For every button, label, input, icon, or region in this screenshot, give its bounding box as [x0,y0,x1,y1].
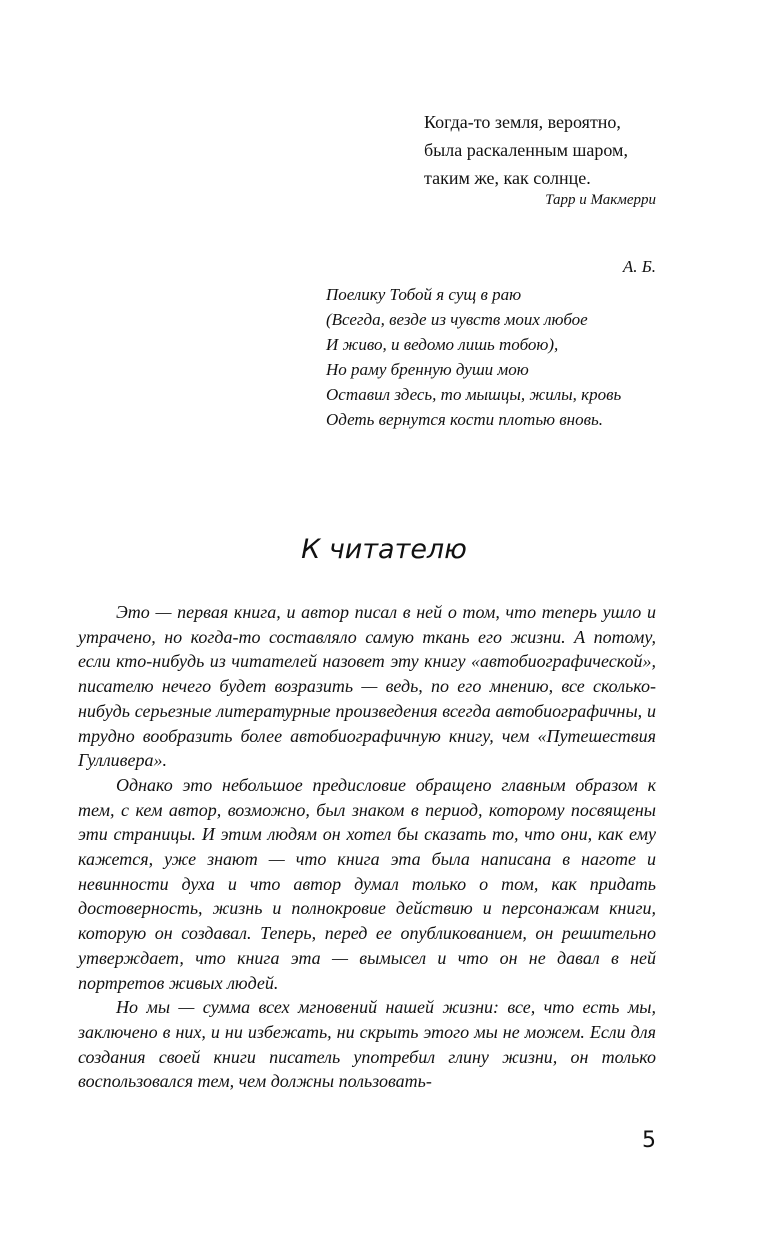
poem [326,282,666,432]
body-text [78,600,656,1094]
poem-line: Но раму бренную души мою [326,360,529,379]
poem-line: (Всегда, везде из чувств моих любое [326,310,588,329]
epigraph [424,108,664,192]
epigraph-line: была раскаленным шаром, [424,140,628,160]
poem-line: И живо, и ведомо лишь тобою), [326,335,559,354]
page-number: 5 [642,1128,656,1153]
epigraph-line: Когда-то земля, вероятно, [424,112,621,132]
dedication: А. Б. [622,257,656,276]
poem-line: Поелику Тобой я сущ в раю [326,285,522,304]
paragraph: Однако это небольшое предисловие обращено главным образом к тем, с кем автор, возможно, был знаком в период, которому посвящены эти страницы. И этим людям он хотел бы сказать то, что они, как ему кажется, уже знают — что книга эта была написана в наготе и невинности духа и что автор думал только о том, как придать достоверность, жизнь и полнокровие действию и персонажам книги, которую он создавал. Теперь, перед ее опубликованием, он решительно утверждает, что книга эта — вымысел и что он не давал в ней портретов живых людей. [78,774,656,993]
poem-line: Одеть вернутся кости плотью вновь. [326,410,603,429]
epigraph-attribution: Тарр и Макмерри [545,192,656,208]
paragraph: Но мы — сумма всех мгновений нашей жизни: все, что есть мы, заключено в них, и ни избежать, ни скрыть этого мы не можем. Если для создания своей книги писатель употребил глину жизни, он только воспользовался тем, чем должны пользовать- [78,997,656,1092]
section-title: К читателю [301,534,467,565]
poem-line: Оставил здесь, то мышцы, жилы, кровь [326,385,622,404]
paragraph: Это — первая книга, и автор писал в ней о том, что теперь ушло и утрачено, но когда-то составляло самую ткань его жизни. А потому, если кто-нибудь из читателей назовет эту книгу «автобиографической», писателю нечего будет возразить — ведь, по его мнению, все сколько-нибудь серьезные литературные произведения всегда автобиографичны, и трудно вообразить более автобиографичную книгу, чем «Путешествия Гулливера». [78,602,656,771]
epigraph-line: таким же, как солнце. [424,168,591,188]
